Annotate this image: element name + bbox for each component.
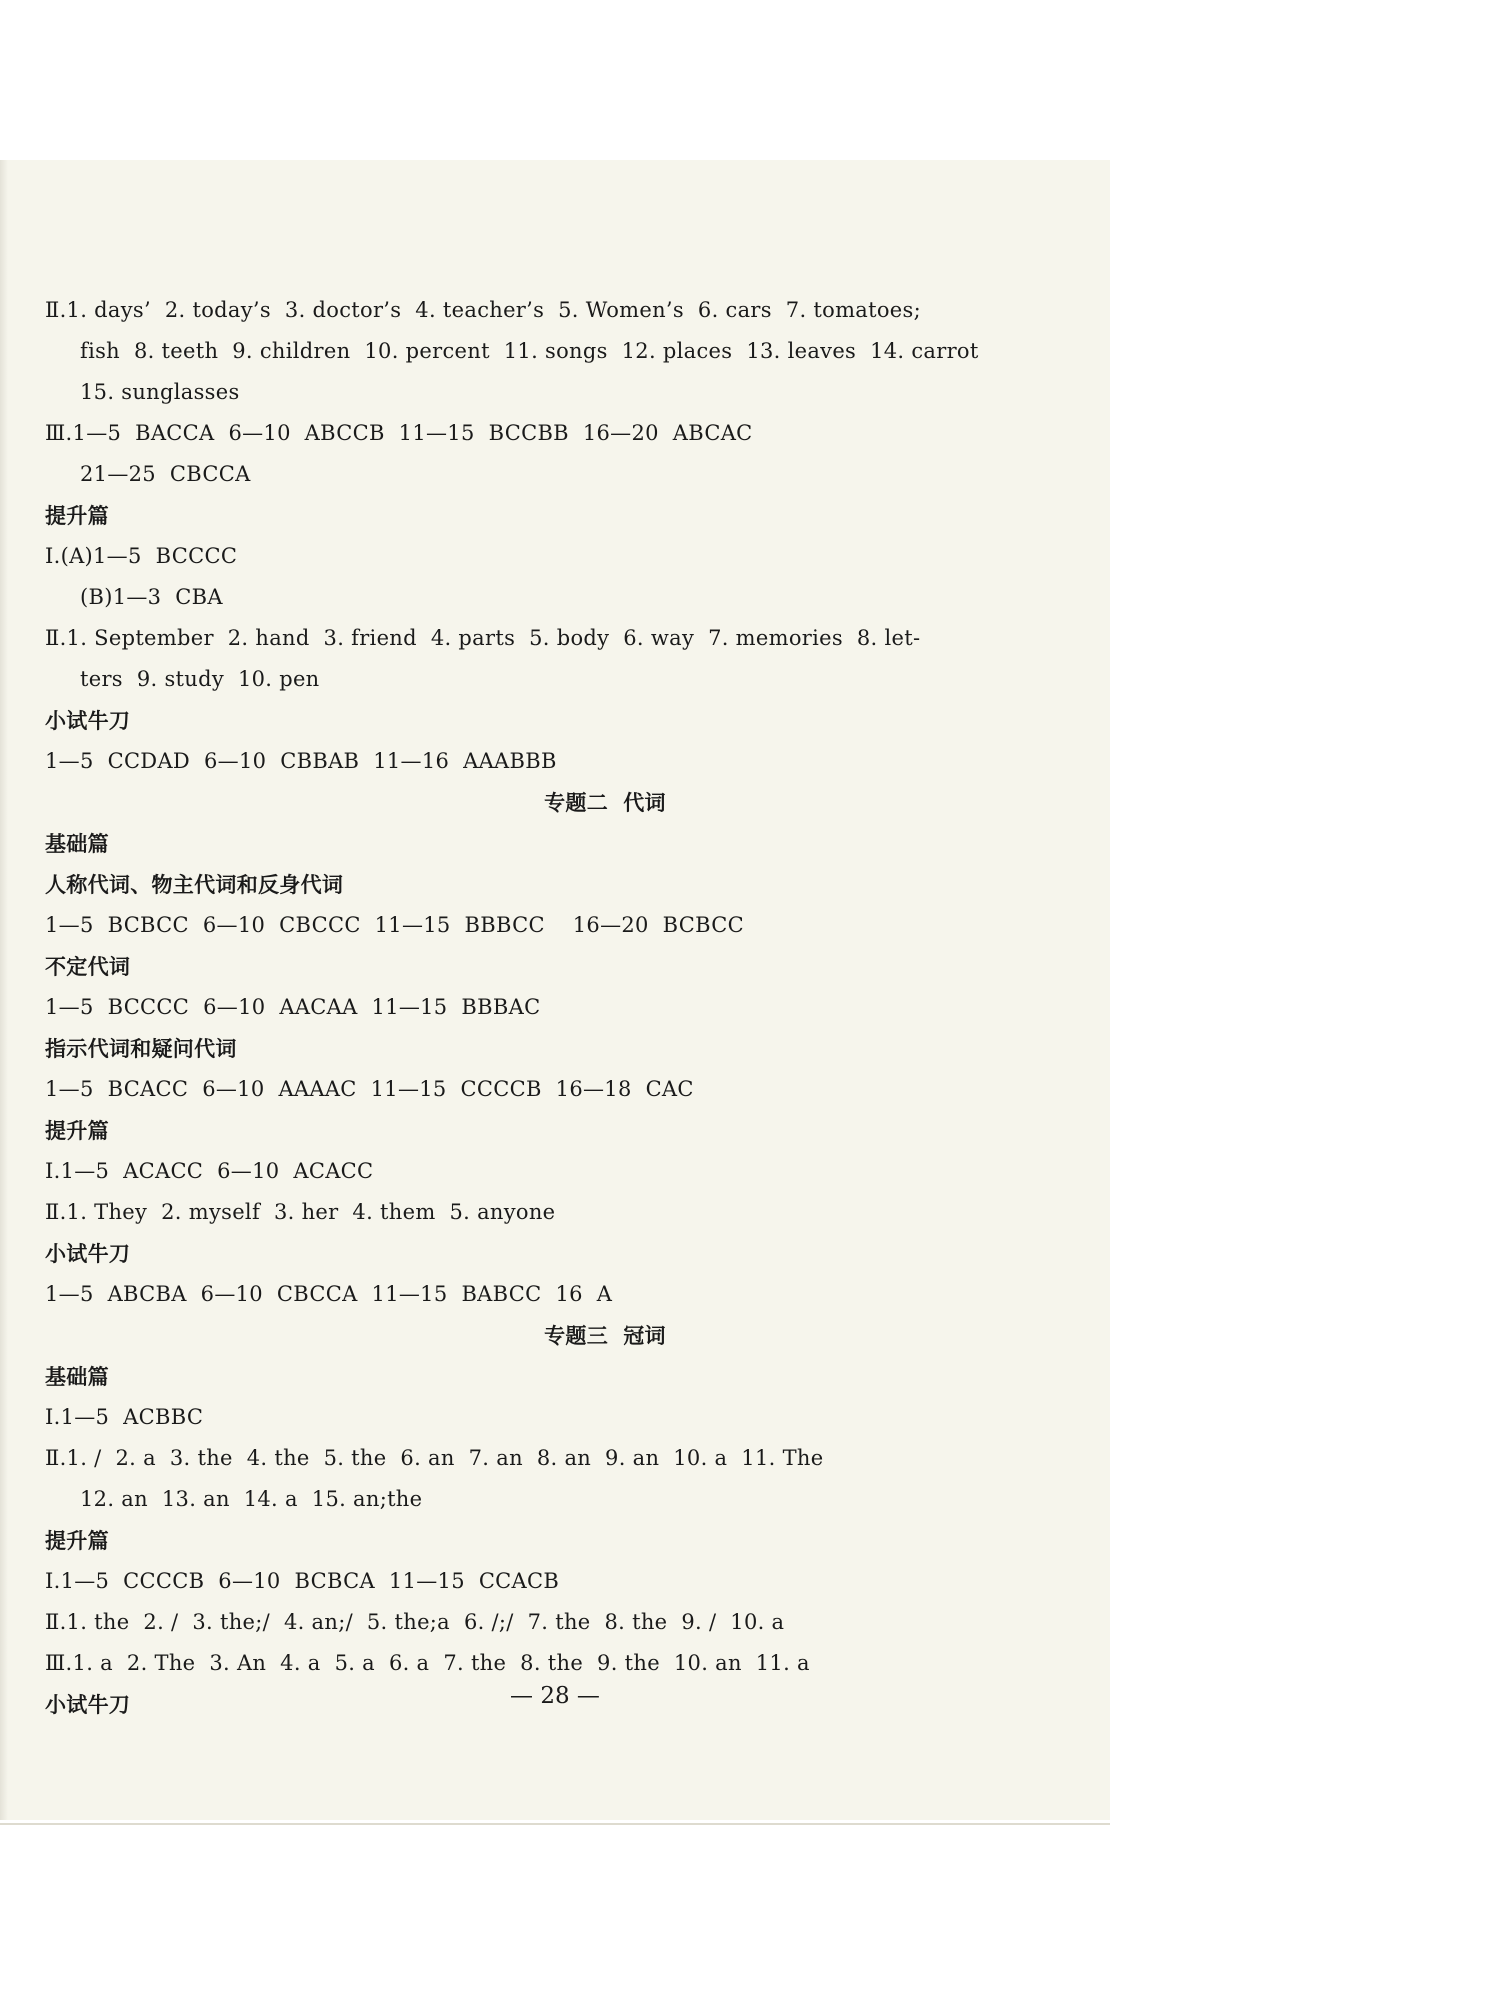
answer-line: Ⅰ.1—5 CCCCB 6—10 BCBCA 11—15 CCACB	[45, 1569, 560, 1593]
section-heading: 不定代词	[45, 954, 131, 979]
section-heading: 小试牛刀	[45, 1241, 131, 1266]
answer-line: 15. sunglasses	[80, 380, 240, 404]
section-heading: 指示代词和疑问代词	[45, 1036, 237, 1061]
answer-line: 1—5 ABCBA 6—10 CBCCA 11—15 BABCC 16 A	[45, 1282, 613, 1306]
answer-line: Ⅰ.(A)1—5 BCCCC	[45, 544, 238, 568]
section-title: 专题三 冠词	[544, 1323, 666, 1348]
answer-line: 1—5 BCACC 6—10 AAAAC 11—15 CCCCB 16—18 CAC	[45, 1077, 694, 1101]
answer-line: ters 9. study 10. pen	[80, 667, 320, 691]
answer-line: Ⅰ.1—5 ACACC 6—10 ACACC	[45, 1159, 374, 1183]
answer-line: Ⅱ.1. They 2. myself 3. her 4. them 5. anyone	[45, 1200, 556, 1224]
section-heading: 基础篇	[45, 1364, 109, 1389]
section-heading: 基础篇	[45, 831, 109, 856]
page-number: — 28 —	[510, 1683, 600, 1709]
section-heading: 提升篇	[45, 1528, 109, 1553]
section-title: 专题二 代词	[544, 790, 666, 815]
answer-key-content	[45, 290, 1085, 1725]
section-heading: 提升篇	[45, 1118, 109, 1143]
answer-line: 1—5 CCDAD 6—10 CBBAB 11—16 AAABBB	[45, 749, 557, 773]
answer-line: (B)1—3 CBA	[80, 585, 223, 609]
page-edge-shadow	[0, 160, 8, 1820]
answer-line: fish 8. teeth 9. children 10. percent 11. songs 12. places 13. leaves 14. carrot	[80, 339, 979, 363]
section-heading: 小试牛刀	[45, 1692, 131, 1717]
answer-line: Ⅲ.1—5 BACCA 6—10 ABCCB 11—15 BCCBB 16—20 ABCAC	[45, 421, 753, 445]
answer-line: 12. an 13. an 14. a 15. an;the	[80, 1487, 423, 1511]
section-heading: 人称代词、物主代词和反身代词	[45, 872, 344, 897]
answer-line: Ⅱ.1. the 2. / 3. the;/ 4. an;/ 5. the;a 6. /;/ 7. the 8. the 9. / 10. a	[45, 1610, 785, 1634]
answer-line: Ⅲ.1. a 2. The 3. An 4. a 5. a 6. a 7. the 8. the 9. the 10. an 11. a	[45, 1651, 810, 1675]
answer-line: Ⅰ.1—5 ACBBC	[45, 1405, 204, 1429]
section-heading: 小试牛刀	[45, 708, 131, 733]
answer-line: Ⅱ.1. days’ 2. today’s 3. doctor’s 4. teacher’s 5. Women’s 6. cars 7. tomatoes;	[45, 298, 921, 322]
answer-line: 1—5 BCBCC 6—10 CBCCC 11—15 BBBCC 16—20 BCBCC	[45, 913, 745, 937]
answer-line: 21—25 CBCCA	[80, 462, 251, 486]
page-bottom-edge	[0, 1823, 1110, 1825]
answer-line: 1—5 BCCCC 6—10 AACAA 11—15 BBBAC	[45, 995, 541, 1019]
answer-line: Ⅱ.1. / 2. a 3. the 4. the 5. the 6. an 7. an 8. an 9. an 10. a 11. The	[45, 1446, 824, 1470]
answer-line: Ⅱ.1. September 2. hand 3. friend 4. parts 5. body 6. way 7. memories 8. let-	[45, 626, 921, 650]
section-heading: 提升篇	[45, 503, 109, 528]
